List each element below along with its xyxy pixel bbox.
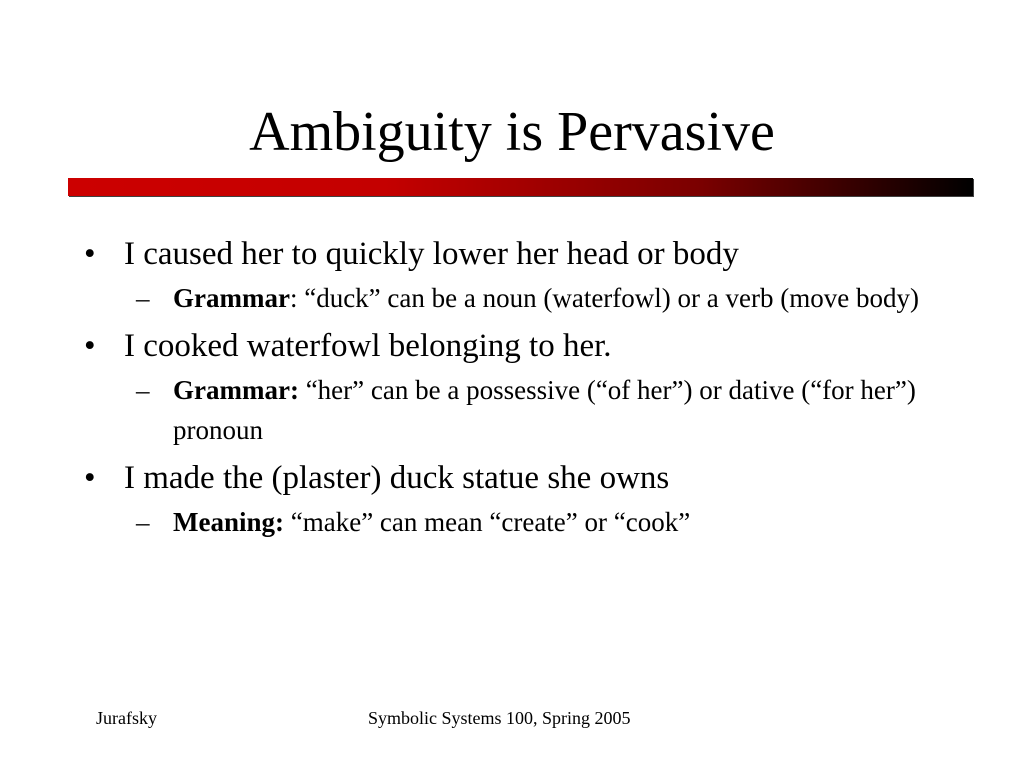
sub-bullet-item [124,502,964,542]
sub-bullet-marker: – [136,283,150,313]
sub-bullet-text: “her” can be a possessive (“of her”) or dative (“for her”) pronoun [173,375,916,445]
sub-bullet-list [124,370,964,450]
bullet-text: I caused her to quickly lower her head or body [124,236,739,272]
sub-bullet-term: Grammar: [173,375,299,405]
sub-bullet-item [124,278,964,318]
bullet-list [84,232,964,548]
sub-bullet-term: Meaning: [173,507,284,537]
sub-bullet-marker: – [136,507,150,537]
sub-bullet-marker: – [136,375,150,405]
sub-bullet-term: Grammar [173,283,290,313]
bullet-text: I cooked waterfowl belonging to her. [124,328,612,364]
footer-course: Symbolic Systems 100, Spring 2005 [368,708,631,728]
sub-bullet-item [124,370,964,450]
footer-author: Jurafsky [96,708,157,728]
slide-title: Ambiguity is Pervasive [249,101,775,163]
bullet-text: I made the (plaster) duck statue she owns [124,460,670,496]
bullet-item [84,324,964,450]
title-underline-bar [68,178,973,196]
sub-bullet-list [124,278,964,318]
bullet-item [84,456,964,542]
bullet-marker: • [84,460,96,496]
bullet-marker: • [84,328,96,364]
sub-bullet-text: “make” can mean “create” or “cook” [284,507,691,537]
bullet-item [84,232,964,318]
sub-bullet-text: : “duck” can be a noun (waterfowl) or a verb (move body) [289,283,919,313]
sub-bullet-list [124,502,964,542]
bullet-marker: • [84,236,96,272]
